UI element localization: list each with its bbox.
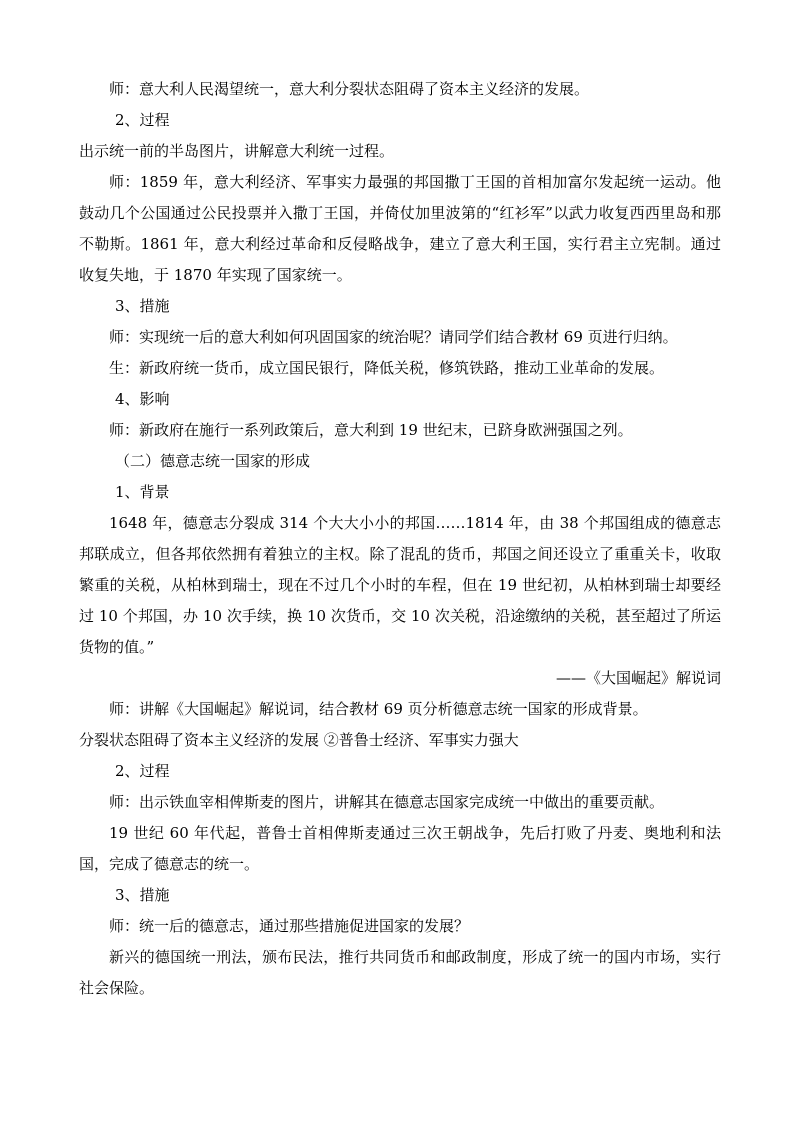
teacher-line-italy-impact: 师：新政府在施行一系列政策后，意大利到 19 世纪末，已跻身欧洲强国之列。 xyxy=(109,421,633,439)
heading-impact-italy: 4、影响 xyxy=(115,390,170,408)
heading-background-germany: 1、背景 xyxy=(115,483,170,501)
line-show-peninsula-map: 出示统一前的半岛图片，讲解意大利统一过程。 xyxy=(79,142,395,160)
paragraph-germany-measures: 新兴的德国统一刑法，颁布民法，推行共同货币和邮政制度，形成了统一的国内市场，实行社会保险。 xyxy=(79,948,721,997)
heading-measures-germany: 3、措施 xyxy=(115,886,170,904)
heading-measures-italy: 3、措施 xyxy=(115,297,170,315)
document-page xyxy=(79,74,721,1004)
student-answer-italy: 生：新政府统一货币，成立国民银行，降低关税，修筑铁路，推动工业革命的发展。 xyxy=(109,359,665,377)
teacher-question-germany: 师：统一后的德意志，通过那些措施促进国家的发展？ xyxy=(109,917,470,935)
heading-process-germany: 2、过程 xyxy=(115,762,170,780)
teacher-line-explain-source: 师：讲解《大国崛起》解说词，结合教材 69 页分析德意志统一国家的形成背景。 xyxy=(109,700,648,718)
teacher-line-bismarck: 师：出示铁血宰相俾斯麦的图片，讲解其在德意志国家完成统一中做出的重要贡献。 xyxy=(109,793,665,811)
line-germany-reasons: 分裂状态阻碍了资本主义经济的发展 ②普鲁士经济、军事实力强大 xyxy=(79,731,519,749)
paragraph-italy-unification: 师：1859 年，意大利经济、军事实力最强的邦国撒丁王国的首相加富尔发起统一运动。他鼓动几个公国通过公民投票并入撒丁王国，并倚仗加里波第的“红衫军”以武力收复西西里岛和那不勒斯。1861 年，意大利经过革命和反侵略战争，建立了意大利王国，实行君主立宪制。通过收复失地，于 1870 年实现了国家统一。 xyxy=(79,173,721,284)
quote-source: ——《大国崛起》解说词 xyxy=(555,669,721,687)
heading-process-italy: 2、过程 xyxy=(115,111,170,129)
heading-section-germany: （二）德意志统一国家的形成 xyxy=(115,452,311,470)
teacher-line-italy-desire: 师：意大利人民渴望统一，意大利分裂状态阻碍了资本主义经济的发展。 xyxy=(109,80,590,98)
paragraph-quote-germany: 1648 年，德意志分裂成 314 个大大小小的邦国……1814 年，由 38 个邦国组成的德意志邦联成立，但各邦依然拥有着独立的主权。除了混乱的货币，邦国之间还设立了重重关卡，收取繁重的关税，从柏林到瑞士，现在不过几个小时的车程，但在 19 世纪初，从柏林到瑞士却要经过 10 个邦国，办 10 次手续，换 10 次货币，交 10 次关税，沿途缴纳的关税，甚至超过了所运货物的值。” xyxy=(79,514,721,656)
paragraph-three-wars: 19 世纪 60 年代起，普鲁士首相俾斯麦通过三次王朝战争，先后打败了丹麦、奥地利和法国，完成了德意志的统一。 xyxy=(79,824,721,873)
teacher-question-italy: 师：实现统一后的意大利如何巩固国家的统治呢？请同学们结合教材 69 页进行归纳。 xyxy=(109,328,678,346)
